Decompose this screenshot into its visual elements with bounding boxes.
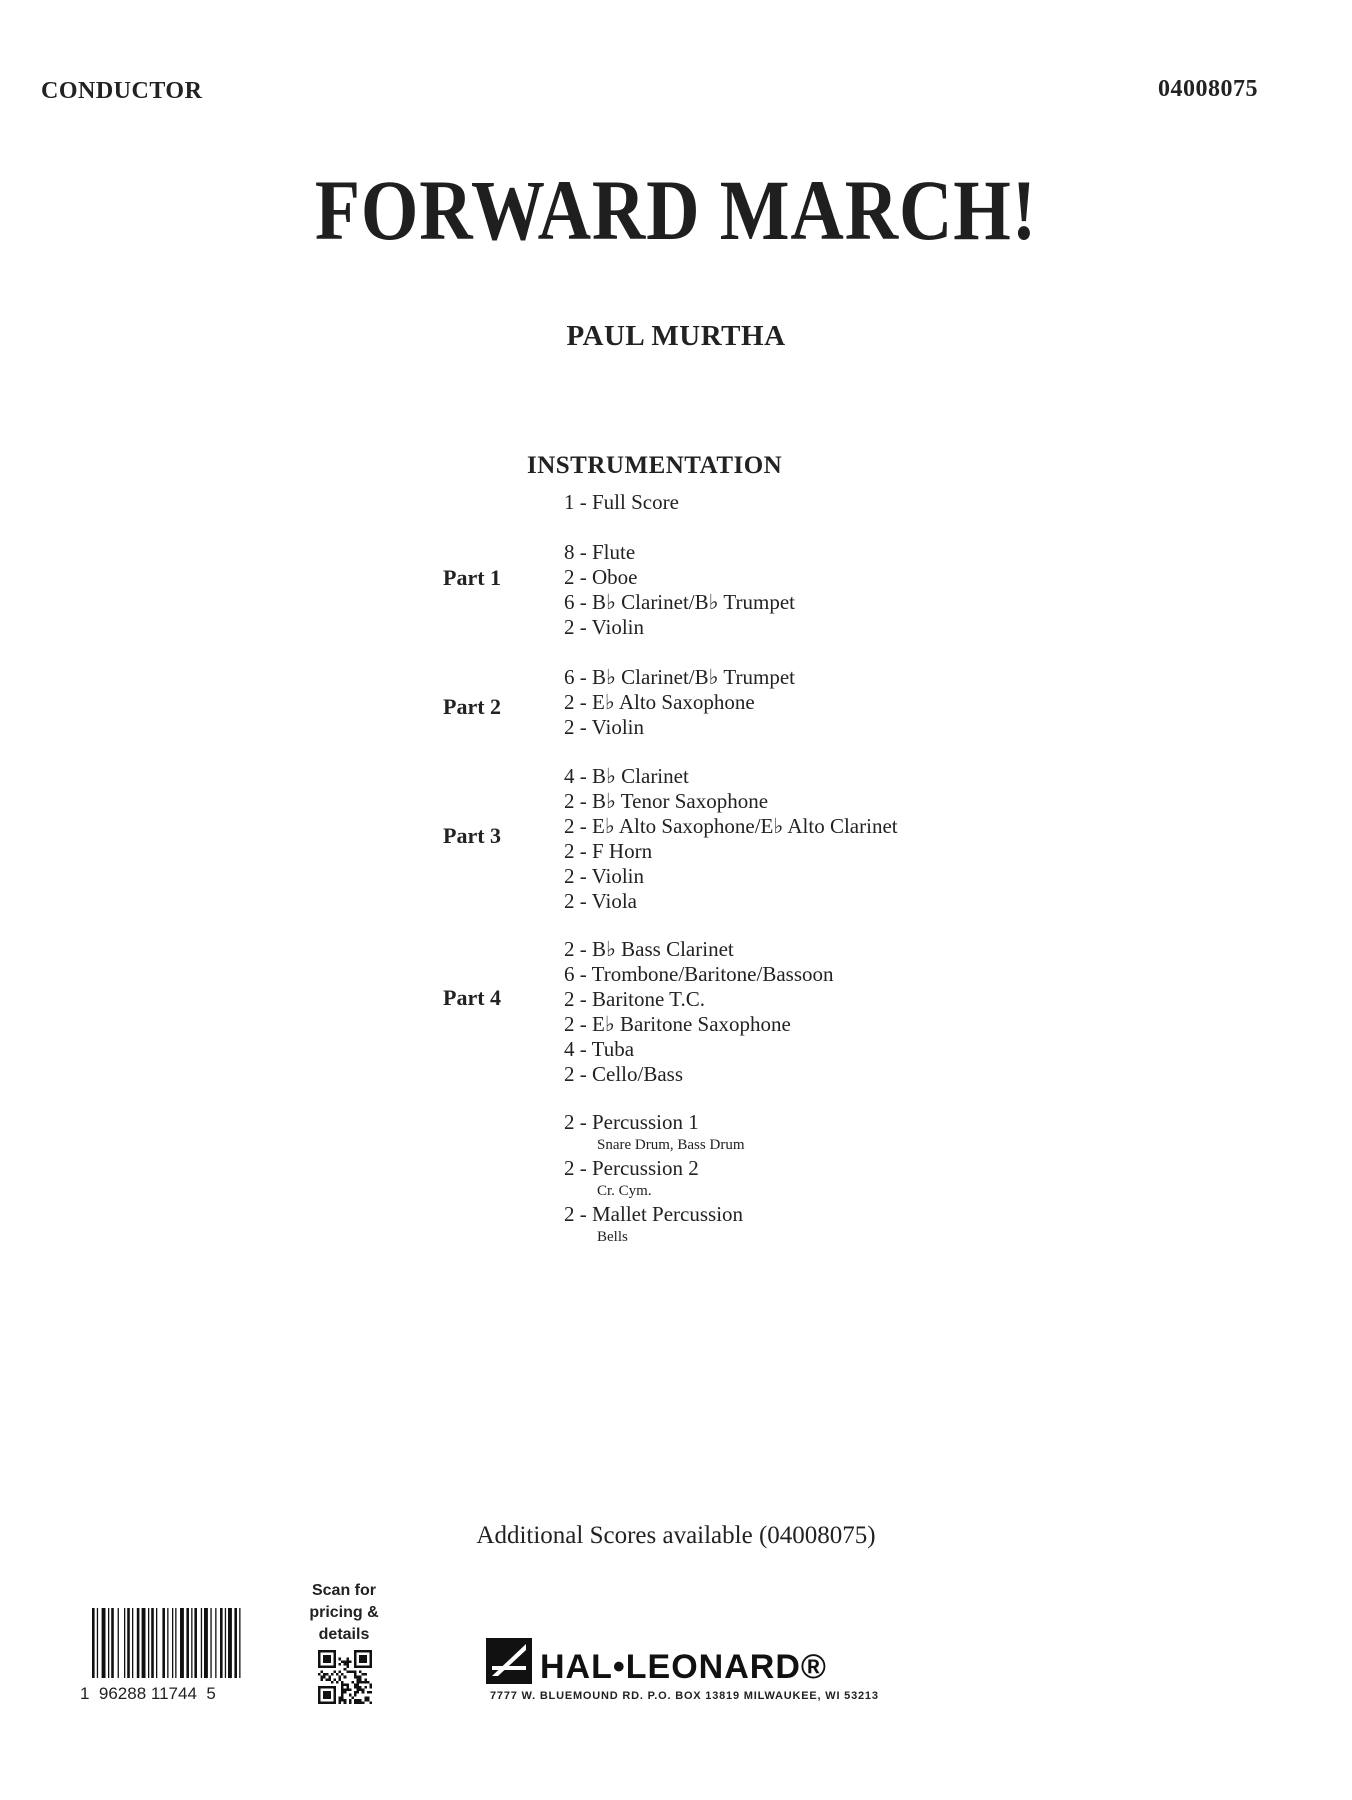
instrumentation-heading: INSTRUMENTATION <box>527 452 783 479</box>
part-4-item: 2 - E♭ Baritone Saxophone <box>564 1012 791 1036</box>
percussion-item: 2 - Percussion 2 <box>564 1156 699 1180</box>
part-4-label: Part 4 <box>443 985 502 1010</box>
percussion-item: 2 - Mallet Percussion <box>564 1202 744 1226</box>
part-3-item: 4 - B♭ Clarinet <box>564 764 689 788</box>
percussion-detail: Snare Drum, Bass Drum <box>597 1137 745 1153</box>
part-1-item: 8 - Flute <box>564 540 636 564</box>
barcode-digits: 1 96288 11744 5 <box>80 1684 216 1703</box>
part-1-item: 6 - B♭ Clarinet/B♭ Trumpet <box>564 590 795 614</box>
part-2-item: 2 - E♭ Alto Saxophone <box>564 690 755 714</box>
qr-code-icon[interactable] <box>318 1650 372 1704</box>
barcode-image <box>90 1608 295 1678</box>
part-3-item: 2 - F Horn <box>564 839 653 863</box>
percussion-detail: Cr. Cym. <box>597 1183 652 1199</box>
publisher-wordmark: HAL•LEONARD® <box>540 1648 827 1686</box>
catalog-number: 04008075 <box>1158 76 1258 102</box>
part-4-item: 6 - Trombone/Baritone/Bassoon <box>564 962 834 986</box>
part-3-item: 2 - B♭ Tenor Saxophone <box>564 789 769 813</box>
part-4-item: 2 - Cello/Bass <box>564 1062 683 1086</box>
percussion-detail: Bells <box>597 1229 628 1245</box>
part-3-item: 2 - Violin <box>564 864 645 888</box>
hal-leonard-logo <box>486 1636 886 1686</box>
scan-prompt: Scan for pricing & details <box>309 1582 379 1643</box>
part-1-item: 2 - Oboe <box>564 565 638 589</box>
part-2-item: 6 - B♭ Clarinet/B♭ Trumpet <box>564 665 795 689</box>
part-1-item: 2 - Violin <box>564 615 645 639</box>
part-1-label: Part 1 <box>443 565 502 590</box>
publisher-address: 7777 W. BLUEMOUND RD. P.O. BOX 13819 MILWAUKEE, WI 53213 <box>490 1690 879 1702</box>
full-score-line: 1 - Full Score <box>564 490 679 514</box>
score-title: FORWARD MARCH! <box>314 162 1038 258</box>
part-3-item: 2 - E♭ Alto Saxophone/E♭ Alto Clarinet <box>564 814 898 838</box>
additional-scores-note: Additional Scores available (04008075) <box>476 1522 876 1549</box>
part-2-item: 2 - Violin <box>564 715 645 739</box>
composer-name: PAUL MURTHA <box>566 320 786 352</box>
part-4-item: 4 - Tuba <box>564 1037 635 1061</box>
part-3-label: Part 3 <box>443 823 502 848</box>
part-3-item: 2 - Viola <box>564 889 638 913</box>
part-4-item: 2 - B♭ Bass Clarinet <box>564 937 734 961</box>
edition-label: CONDUCTOR <box>41 78 203 104</box>
percussion-item: 2 - Percussion 1 <box>564 1110 699 1134</box>
part-4-item: 2 - Baritone T.C. <box>564 987 705 1011</box>
part-2-label: Part 2 <box>443 694 502 719</box>
